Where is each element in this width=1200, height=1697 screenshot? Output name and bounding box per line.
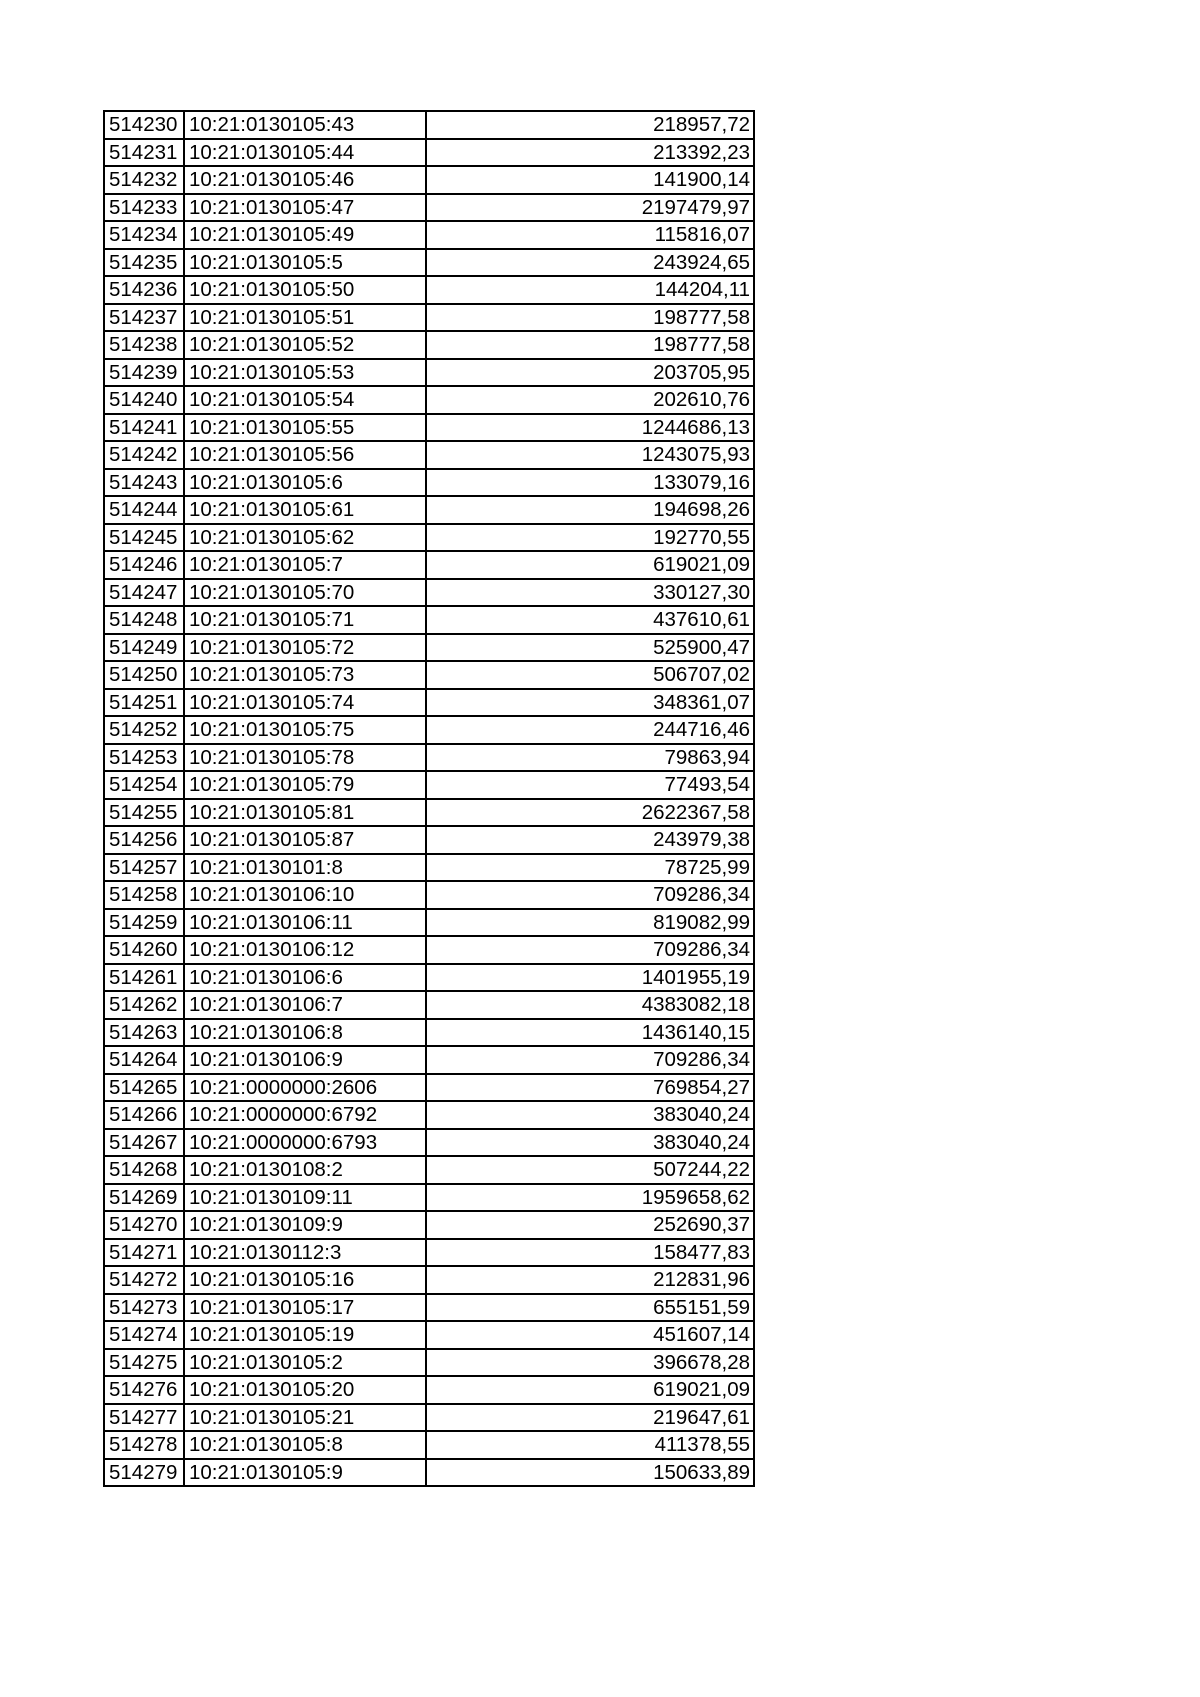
row-id-cell: 514267 — [104, 1129, 184, 1157]
row-id-cell: 514255 — [104, 799, 184, 827]
row-id-cell: 514271 — [104, 1239, 184, 1267]
amount-cell: 218957,72 — [426, 111, 754, 139]
amount-cell: 243924,65 — [426, 249, 754, 277]
amount-cell: 213392,23 — [426, 139, 754, 167]
amount-cell: 2622367,58 — [426, 799, 754, 827]
cadastral-code-cell: 10:21:0130105:81 — [184, 799, 426, 827]
row-id-cell: 514247 — [104, 579, 184, 607]
amount-cell: 252690,37 — [426, 1211, 754, 1239]
amount-cell: 243979,38 — [426, 826, 754, 854]
cadastral-code-cell: 10:21:0000000:2606 — [184, 1074, 426, 1102]
cadastral-code-cell: 10:21:0130105:8 — [184, 1431, 426, 1459]
cadastral-code-cell: 10:21:0130105:46 — [184, 166, 426, 194]
row-id-cell: 514254 — [104, 771, 184, 799]
table-row — [104, 194, 754, 222]
amount-cell: 451607,14 — [426, 1321, 754, 1349]
amount-cell: 1243075,93 — [426, 441, 754, 469]
amount-cell: 1436140,15 — [426, 1019, 754, 1047]
row-id-cell: 514258 — [104, 881, 184, 909]
row-id-cell: 514253 — [104, 744, 184, 772]
table-row — [104, 1074, 754, 1102]
table-row — [104, 1211, 754, 1239]
cadastral-code-cell: 10:21:0130105:62 — [184, 524, 426, 552]
row-id-cell: 514248 — [104, 606, 184, 634]
row-id-cell: 514234 — [104, 221, 184, 249]
cadastral-code-cell: 10:21:0130109:9 — [184, 1211, 426, 1239]
row-id-cell: 514249 — [104, 634, 184, 662]
amount-cell: 141900,14 — [426, 166, 754, 194]
table-row — [104, 331, 754, 359]
row-id-cell: 514275 — [104, 1349, 184, 1377]
amount-cell: 819082,99 — [426, 909, 754, 937]
amount-cell: 192770,55 — [426, 524, 754, 552]
row-id-cell: 514273 — [104, 1294, 184, 1322]
amount-cell: 4383082,18 — [426, 991, 754, 1019]
cadastral-code-cell: 10:21:0130105:72 — [184, 634, 426, 662]
table-row — [104, 1404, 754, 1432]
amount-cell: 115816,07 — [426, 221, 754, 249]
row-id-cell: 514278 — [104, 1431, 184, 1459]
cadastral-code-cell: 10:21:0130105:43 — [184, 111, 426, 139]
table-row — [104, 881, 754, 909]
table-row — [104, 964, 754, 992]
cadastral-code-cell: 10:21:0130112:3 — [184, 1239, 426, 1267]
cadastral-code-cell: 10:21:0130105:53 — [184, 359, 426, 387]
row-id-cell: 514236 — [104, 276, 184, 304]
row-id-cell: 514233 — [104, 194, 184, 222]
cadastral-code-cell: 10:21:0130105:2 — [184, 1349, 426, 1377]
cadastral-code-cell: 10:21:0130105:61 — [184, 496, 426, 524]
row-id-cell: 514242 — [104, 441, 184, 469]
row-id-cell: 514279 — [104, 1459, 184, 1487]
amount-cell: 709286,34 — [426, 936, 754, 964]
cadastral-code-cell: 10:21:0130109:11 — [184, 1184, 426, 1212]
cadastral-code-cell: 10:21:0000000:6792 — [184, 1101, 426, 1129]
data-table — [103, 110, 755, 1487]
table-row — [104, 689, 754, 717]
cadastral-code-cell: 10:21:0130105:87 — [184, 826, 426, 854]
row-id-cell: 514276 — [104, 1376, 184, 1404]
table-row — [104, 936, 754, 964]
table-row — [104, 1376, 754, 1404]
row-id-cell: 514251 — [104, 689, 184, 717]
table-row — [104, 469, 754, 497]
table-row — [104, 166, 754, 194]
amount-cell: 709286,34 — [426, 881, 754, 909]
cadastral-code-cell: 10:21:0130105:20 — [184, 1376, 426, 1404]
table-row — [104, 799, 754, 827]
table-row — [104, 991, 754, 1019]
row-id-cell: 514243 — [104, 469, 184, 497]
amount-cell: 507244,22 — [426, 1156, 754, 1184]
row-id-cell: 514268 — [104, 1156, 184, 1184]
row-id-cell: 514263 — [104, 1019, 184, 1047]
row-id-cell: 514241 — [104, 414, 184, 442]
table-row — [104, 1294, 754, 1322]
amount-cell: 330127,30 — [426, 579, 754, 607]
amount-cell: 212831,96 — [426, 1266, 754, 1294]
cadastral-code-cell: 10:21:0130106:9 — [184, 1046, 426, 1074]
table-row — [104, 579, 754, 607]
amount-cell: 198777,58 — [426, 304, 754, 332]
amount-cell: 411378,55 — [426, 1431, 754, 1459]
cadastral-code-cell: 10:21:0130105:21 — [184, 1404, 426, 1432]
cadastral-code-cell: 10:21:0000000:6793 — [184, 1129, 426, 1157]
row-id-cell: 514260 — [104, 936, 184, 964]
row-id-cell: 514240 — [104, 386, 184, 414]
table-row — [104, 1101, 754, 1129]
table-row — [104, 1184, 754, 1212]
table-body — [104, 111, 754, 1486]
cadastral-code-cell: 10:21:0130105:47 — [184, 194, 426, 222]
table-row — [104, 826, 754, 854]
table-row — [104, 276, 754, 304]
row-id-cell: 514272 — [104, 1266, 184, 1294]
amount-cell: 133079,16 — [426, 469, 754, 497]
cadastral-code-cell: 10:21:0130105:55 — [184, 414, 426, 442]
row-id-cell: 514264 — [104, 1046, 184, 1074]
amount-cell: 525900,47 — [426, 634, 754, 662]
table-row — [104, 909, 754, 937]
cadastral-code-cell: 10:21:0130105:74 — [184, 689, 426, 717]
amount-cell: 2197479,97 — [426, 194, 754, 222]
table-row — [104, 524, 754, 552]
cadastral-code-cell: 10:21:0130106:10 — [184, 881, 426, 909]
table-row — [104, 221, 754, 249]
cadastral-code-cell: 10:21:0130105:9 — [184, 1459, 426, 1487]
table-row — [104, 1019, 754, 1047]
amount-cell: 77493,54 — [426, 771, 754, 799]
cadastral-code-cell: 10:21:0130105:75 — [184, 716, 426, 744]
cadastral-code-cell: 10:21:0130105:51 — [184, 304, 426, 332]
amount-cell: 198777,58 — [426, 331, 754, 359]
amount-cell: 769854,27 — [426, 1074, 754, 1102]
table-row — [104, 139, 754, 167]
table-row — [104, 1129, 754, 1157]
amount-cell: 194698,26 — [426, 496, 754, 524]
amount-cell: 79863,94 — [426, 744, 754, 772]
table-row — [104, 716, 754, 744]
cadastral-code-cell: 10:21:0130105:70 — [184, 579, 426, 607]
amount-cell: 506707,02 — [426, 661, 754, 689]
amount-cell: 1401955,19 — [426, 964, 754, 992]
table-row — [104, 771, 754, 799]
row-id-cell: 514244 — [104, 496, 184, 524]
cadastral-code-cell: 10:21:0130105:52 — [184, 331, 426, 359]
cadastral-code-cell: 10:21:0130106:12 — [184, 936, 426, 964]
amount-cell: 202610,76 — [426, 386, 754, 414]
amount-cell: 203705,95 — [426, 359, 754, 387]
cadastral-code-cell: 10:21:0130105:73 — [184, 661, 426, 689]
cadastral-code-cell: 10:21:0130105:79 — [184, 771, 426, 799]
cadastral-code-cell: 10:21:0130101:8 — [184, 854, 426, 882]
row-id-cell: 514238 — [104, 331, 184, 359]
amount-cell: 1959658,62 — [426, 1184, 754, 1212]
cadastral-code-cell: 10:21:0130105:78 — [184, 744, 426, 772]
row-id-cell: 514239 — [104, 359, 184, 387]
row-id-cell: 514246 — [104, 551, 184, 579]
table-row — [104, 359, 754, 387]
row-id-cell: 514257 — [104, 854, 184, 882]
table-row — [104, 1156, 754, 1184]
row-id-cell: 514230 — [104, 111, 184, 139]
row-id-cell: 514269 — [104, 1184, 184, 1212]
table-row — [104, 1459, 754, 1487]
table-row — [104, 1266, 754, 1294]
amount-cell: 396678,28 — [426, 1349, 754, 1377]
amount-cell: 348361,07 — [426, 689, 754, 717]
amount-cell: 158477,83 — [426, 1239, 754, 1267]
amount-cell: 219647,61 — [426, 1404, 754, 1432]
amount-cell: 383040,24 — [426, 1101, 754, 1129]
table-row — [104, 661, 754, 689]
cadastral-code-cell: 10:21:0130106:6 — [184, 964, 426, 992]
row-id-cell: 514237 — [104, 304, 184, 332]
row-id-cell: 514266 — [104, 1101, 184, 1129]
table-row — [104, 111, 754, 139]
cadastral-code-cell: 10:21:0130105:19 — [184, 1321, 426, 1349]
table-row — [104, 1046, 754, 1074]
row-id-cell: 514262 — [104, 991, 184, 1019]
table-row — [104, 496, 754, 524]
table-row — [104, 1239, 754, 1267]
cadastral-code-cell: 10:21:0130105:71 — [184, 606, 426, 634]
amount-cell: 1244686,13 — [426, 414, 754, 442]
cadastral-code-cell: 10:21:0130105:17 — [184, 1294, 426, 1322]
row-id-cell: 514250 — [104, 661, 184, 689]
cadastral-code-cell: 10:21:0130105:54 — [184, 386, 426, 414]
table-row — [104, 386, 754, 414]
cadastral-code-cell: 10:21:0130105:49 — [184, 221, 426, 249]
table-row — [104, 249, 754, 277]
row-id-cell: 514252 — [104, 716, 184, 744]
cadastral-code-cell: 10:21:0130105:44 — [184, 139, 426, 167]
amount-cell: 144204,11 — [426, 276, 754, 304]
amount-cell: 709286,34 — [426, 1046, 754, 1074]
amount-cell: 78725,99 — [426, 854, 754, 882]
cadastral-code-cell: 10:21:0130106:8 — [184, 1019, 426, 1047]
row-id-cell: 514277 — [104, 1404, 184, 1432]
table-row — [104, 744, 754, 772]
row-id-cell: 514259 — [104, 909, 184, 937]
table-row — [104, 414, 754, 442]
amount-cell: 383040,24 — [426, 1129, 754, 1157]
row-id-cell: 514270 — [104, 1211, 184, 1239]
row-id-cell: 514231 — [104, 139, 184, 167]
table-row — [104, 441, 754, 469]
cadastral-code-cell: 10:21:0130105:6 — [184, 469, 426, 497]
cadastral-code-cell: 10:21:0130105:7 — [184, 551, 426, 579]
amount-cell: 437610,61 — [426, 606, 754, 634]
amount-cell: 619021,09 — [426, 551, 754, 579]
row-id-cell: 514261 — [104, 964, 184, 992]
table-row — [104, 634, 754, 662]
cadastral-code-cell: 10:21:0130108:2 — [184, 1156, 426, 1184]
amount-cell: 244716,46 — [426, 716, 754, 744]
table-row — [104, 1349, 754, 1377]
table-row — [104, 551, 754, 579]
amount-cell: 655151,59 — [426, 1294, 754, 1322]
row-id-cell: 514265 — [104, 1074, 184, 1102]
table-row — [104, 1321, 754, 1349]
amount-cell: 150633,89 — [426, 1459, 754, 1487]
row-id-cell: 514235 — [104, 249, 184, 277]
table-row — [104, 606, 754, 634]
row-id-cell: 514256 — [104, 826, 184, 854]
cadastral-code-cell: 10:21:0130105:50 — [184, 276, 426, 304]
table-row — [104, 854, 754, 882]
amount-cell: 619021,09 — [426, 1376, 754, 1404]
row-id-cell: 514274 — [104, 1321, 184, 1349]
row-id-cell: 514232 — [104, 166, 184, 194]
table-row — [104, 1431, 754, 1459]
cadastral-code-cell: 10:21:0130106:7 — [184, 991, 426, 1019]
cadastral-code-cell: 10:21:0130106:11 — [184, 909, 426, 937]
cadastral-code-cell: 10:21:0130105:16 — [184, 1266, 426, 1294]
cadastral-code-cell: 10:21:0130105:56 — [184, 441, 426, 469]
table-row — [104, 304, 754, 332]
cadastral-code-cell: 10:21:0130105:5 — [184, 249, 426, 277]
row-id-cell: 514245 — [104, 524, 184, 552]
